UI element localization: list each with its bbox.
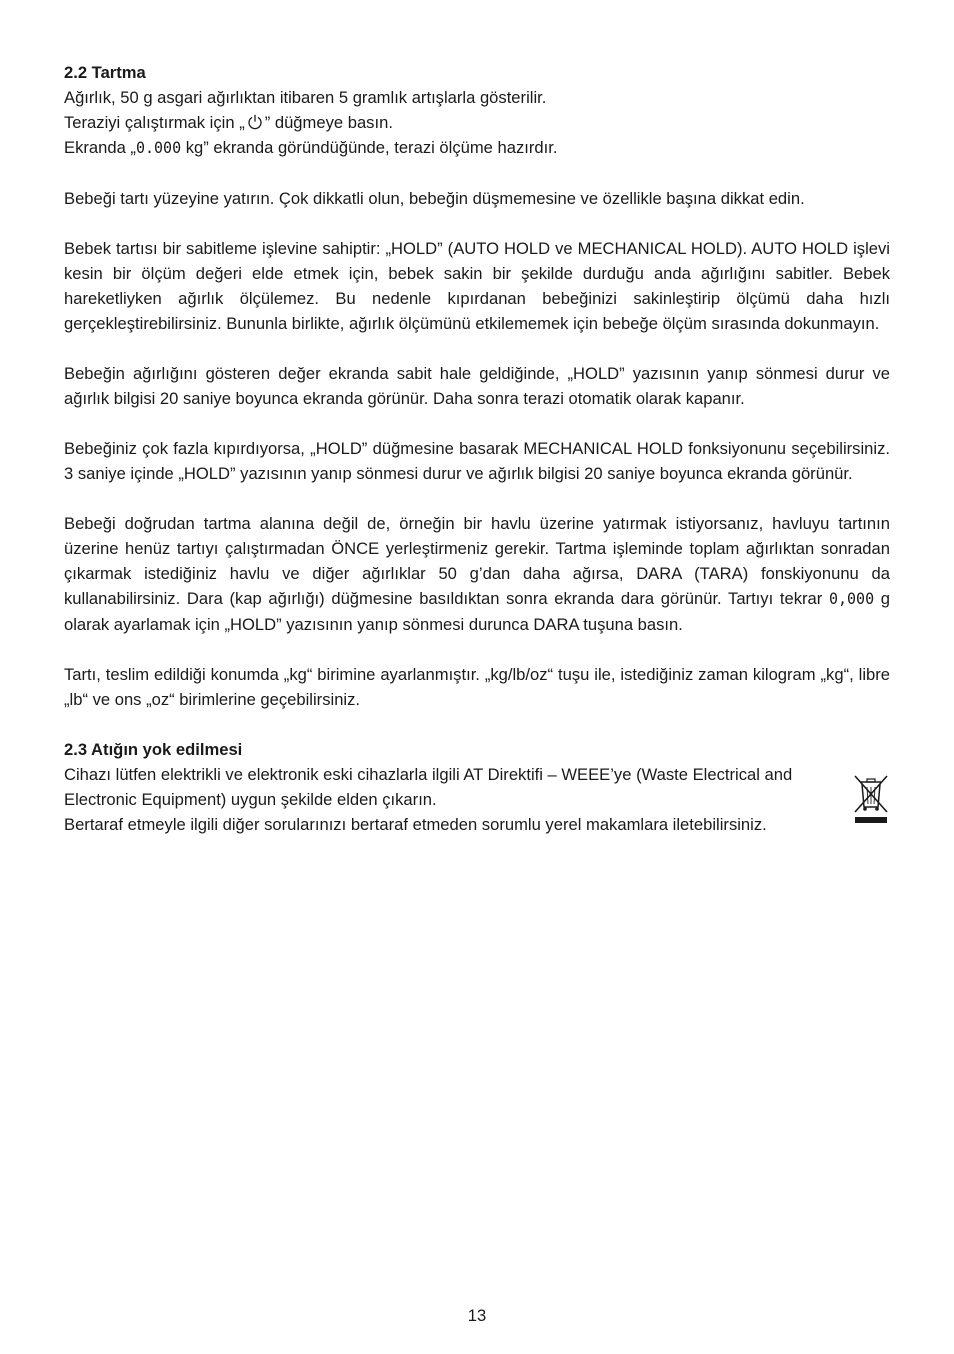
power-icon — [247, 114, 263, 130]
paragraph-increments: Ağırlık, 50 g asgari ağırlıktan itibaren 5 gramlık artışlarla gösterilir. — [64, 88, 547, 107]
paragraph-stable-value: Bebeğin ağırlığını gösteren değer ekranda sabit hale geldiğinde, „HOLD” yazısının yanıp sönmesi durur ve ağırlık bilgisi 20 saniye boyunca ekranda görünür. Daha sonra terazi otomatik olarak kapanır. — [64, 364, 890, 408]
section-heading-weighing: 2.2 Tartma — [64, 63, 146, 82]
display-reading: 0.000 — [135, 138, 182, 158]
paragraph-tara: Bebeği doğrudan tartma alanına değil de, örneğin bir havlu üzerine yatırmak istiyorsanız, havluyu tartının üzerine henüz tartıyı çalıştırmadan ÖNCE yerleştirmeniz gerekir. Tartma işleminde toplam ağırlıktan sonradan çıkarmak istediğiniz havlu ve diğer ağırlıklar 50 g’dan daha ağırsa, DARA (TARA) fonskiyonunu da kullanabilirsiniz. Dara (kap ağırlığı) düğmesine basıldıktan sonra ekranda dara görünür. Tartıyı tekrar 0,000 g olarak ayarlamak için „HOLD” yazısının yanıp sönmesi durunca DARA tuşuna basın. — [64, 514, 890, 634]
paragraph-units: Tartı, teslim edildiği konumda „kg“ birimine ayarlanmıştır. „kg/lb/oz“ tuşu ile, istediğiniz zaman kilogram „kg“, libre „lb“ ve ons „oz“ birimlerine geçebilirsiniz. — [64, 665, 890, 709]
paragraph-weee: Cihazı lütfen elektrikli ve elektronik eski cihazlarla ilgili AT Direktifi – WEEE’ye (Waste Electrical and Electronic Equipment) uygun şekilde elden çıkarın. — [64, 765, 793, 809]
page-content — [64, 60, 890, 837]
disposal-section — [64, 737, 890, 837]
paragraph-display-ready: Ekranda „0.000 kg” ekranda göründüğünde, terazi ölçüme hazırdır. — [64, 135, 890, 161]
paragraph-hold-function: Bebek tartısı bir sabitleme işlevine sahiptir: „HOLD” (AUTO HOLD ve MECHANICAL HOLD). AUTO HOLD işlevi kesin bir ölçüm değeri elde etmek için, bebek sakin bir şekilde durduğu anda ağırlığını sabitler. Bebek hareketliyken ağırlık ölçülemez. Bu nedenle kıpırdanan bebeğinizi sakinleştirip ölçümü daha hızlı gerçekleştirebilirsiniz. Bununla birlikte, ağırlık ölçümünü etkilememek için bebeğe ölçüm sırasında dokunmayın. — [64, 239, 890, 333]
paragraph-local-authorities: Bertaraf etmeyle ilgili diğer sorularınızı bertaraf etmeden sorumlu yerel makamlara iletebilirsiniz. — [64, 815, 767, 834]
crossed-out-bin-icon — [852, 773, 890, 825]
paragraph-power-on: Teraziyi çalıştırmak için „ ” düğmeye basın. — [64, 113, 393, 132]
paragraph-mechanical-hold: Bebeğiniz çok fazla kıpırdıyorsa, „HOLD” düğmesine basarak MECHANICAL HOLD fonksiyonunu seçebilirsiniz. 3 saniye içinde „HOLD” yazısının yanıp sönmesi durur ve ağırlık bilgisi 20 saniye boyunca ekranda görünür. — [64, 439, 890, 483]
display-reading-zero: 0,000 — [828, 589, 875, 609]
page-number: 13 — [467, 1306, 487, 1325]
paragraph-place-baby: Bebeği tartı yüzeyine yatırın. Çok dikkatli olun, bebeğin düşmemesine ve özellikle başına dikkat edin. — [64, 189, 805, 208]
section-heading-disposal: 2.3 Atığın yok edilmesi — [64, 740, 243, 759]
